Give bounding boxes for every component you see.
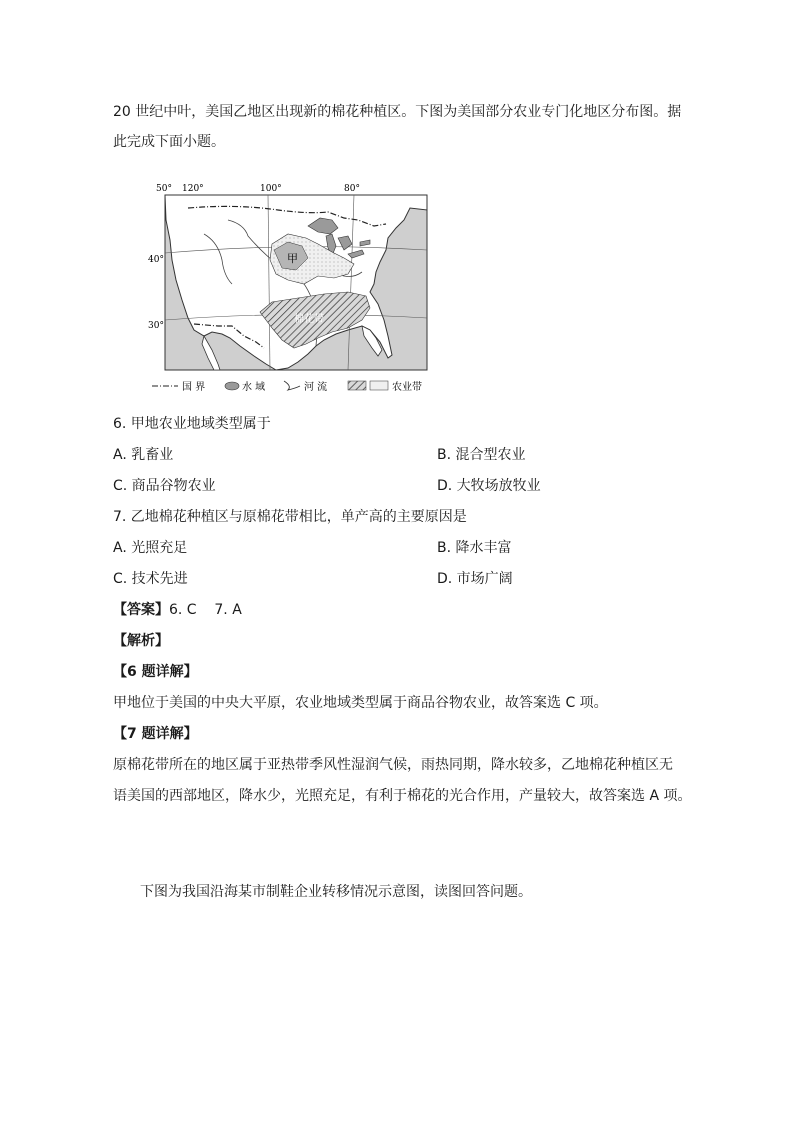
legend-water-icon — [225, 382, 239, 390]
legend-border-label: 国 界 — [182, 382, 206, 393]
next-question-intro: 下图为我国沿海某市制鞋企业转移情况示意图，读图回答问题。 — [140, 884, 532, 900]
q7-detail-label: 【7 题详解】 — [113, 726, 198, 742]
q6-option-b: B. 混合型农业 — [437, 447, 526, 463]
legend-hatch-icon — [348, 381, 366, 390]
answer-text: 6. C 7. A — [169, 602, 242, 618]
q7-option-d: D. 市场广阔 — [437, 571, 513, 587]
legend-plain-icon — [370, 381, 388, 390]
intro-line-2: 此完成下面小题。 — [113, 134, 225, 150]
q6-detail-text: 甲地位于美国的中央大平原，农业地域类型属于商品谷物农业，故答案选 C 项。 — [113, 695, 608, 711]
lon-label: 120° — [182, 184, 204, 194]
q6-option-c: C. 商品谷物农业 — [113, 478, 216, 494]
q6-detail-label: 【6 题详解】 — [113, 664, 198, 680]
q6-option-d: D. 大牧场放牧业 — [437, 478, 541, 494]
lat-label: 40° — [148, 255, 164, 265]
lon-label: 80° — [344, 184, 360, 194]
legend-river-label: 河 流 — [304, 382, 328, 393]
lat-label: 30° — [148, 321, 164, 331]
lon-label: 50° — [156, 184, 172, 194]
analysis-label: 【解析】 — [113, 633, 169, 649]
cotton-belt-label: 棉花带 — [294, 314, 324, 325]
legend-belt-label: 农业带 — [392, 382, 422, 393]
answer-line — [113, 600, 242, 620]
q6-option-a: A. 乳畜业 — [113, 447, 174, 463]
legend-water-label: 水 域 — [242, 382, 266, 393]
q7-option-c: C. 技术先进 — [113, 571, 188, 587]
q7-option-a: A. 光照充足 — [113, 540, 188, 556]
answer-label: 【答案】 — [113, 602, 169, 618]
q7-detail-line-1: 原棉花带所在的地区属于亚热带季风性湿润气候，雨热同期，降水较多，乙地棉花种植区无 — [113, 757, 673, 773]
map-legend — [152, 380, 422, 393]
lon-label: 100° — [260, 184, 282, 194]
q7-detail-line-2: 语美国的西部地区，降水少，光照充足，有利于棉花的光合作用，产量较大，故答案选 A 项。 — [113, 788, 692, 804]
intro-line-1: 20 世纪中叶，美国乙地区出现新的棉花种植区。下图为美国部分农业专门化地区分布图。据 — [113, 104, 682, 120]
us-agriculture-map — [148, 180, 434, 396]
q7-option-b: B. 降水丰富 — [437, 540, 512, 556]
map-svg — [148, 180, 434, 396]
legend-river-icon — [284, 381, 300, 390]
region-jia-label: 甲 — [287, 252, 298, 265]
q6-stem: 6. 甲地农业地域类型属于 — [113, 416, 271, 432]
q7-stem: 7. 乙地棉花种植区与原棉花带相比，单产高的主要原因是 — [113, 509, 467, 525]
